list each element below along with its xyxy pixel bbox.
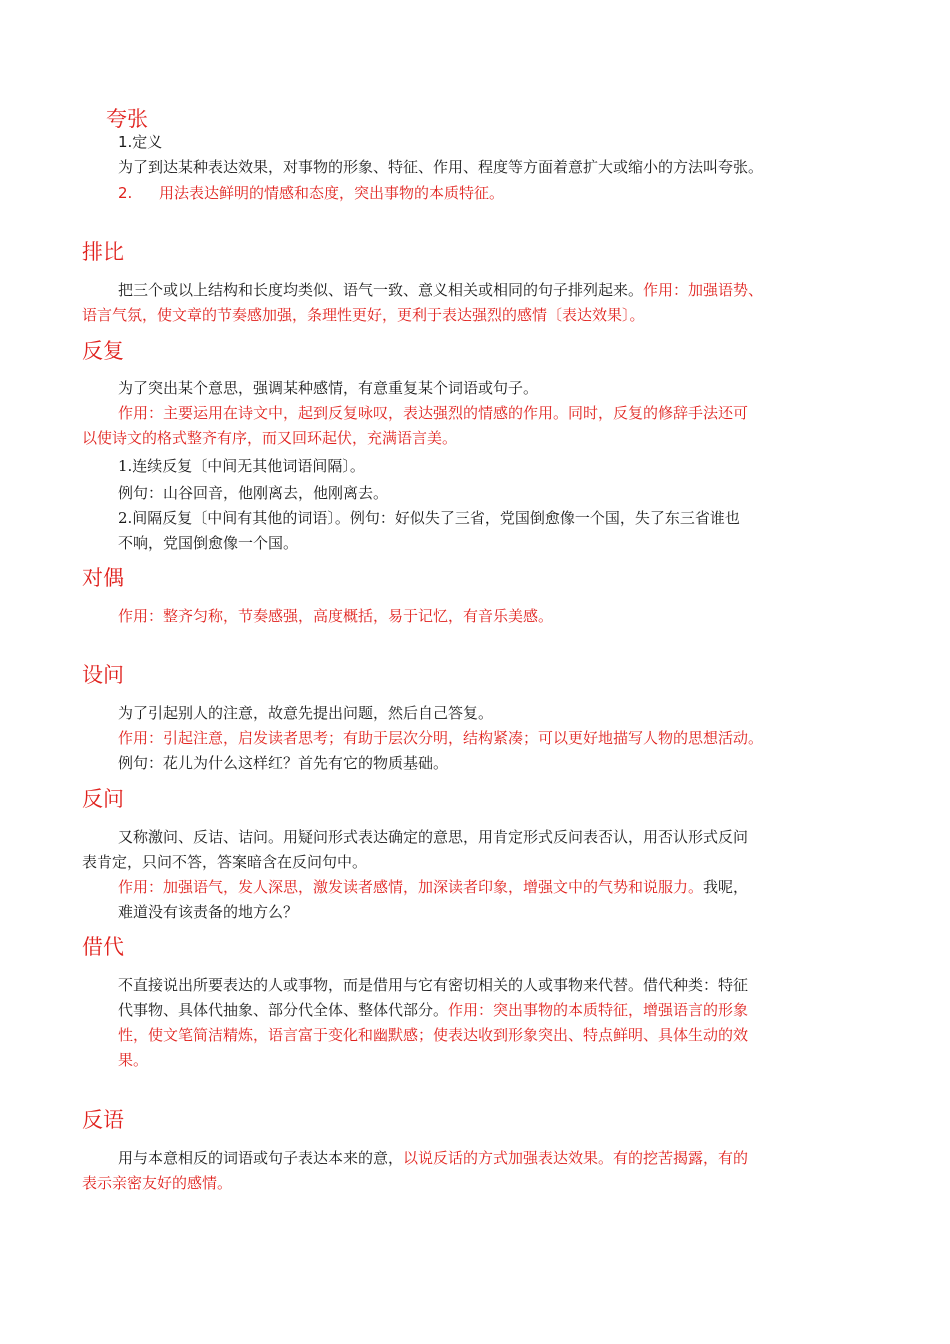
- kuazhang-use-number: 2.: [118, 184, 133, 202]
- jiedai-line-1: 不直接说出所要表达的人或事物，而是借用与它有密切相关的人或事物来代替。借代种类：特征: [118, 976, 749, 994]
- jiedai-use-start: 作用：突出事物的本质特征，增强语言的形象: [448, 1001, 749, 1019]
- fanfu-type-2-line-2: 不响，党国倒愈像一个国。: [118, 534, 299, 552]
- heading-fanfu: 反复: [82, 339, 124, 363]
- heading-fanyu: 反语: [82, 1108, 124, 1132]
- shewen-example: 例句：花儿为什么这样红？首先有它的物质基础。: [118, 754, 449, 772]
- fanfu-definition: 为了突出某个意思，强调某种感情，有意重复某个词语或句子。: [118, 379, 539, 397]
- fanfu-use-line-1: 作用：主要运用在诗文中，起到反复咏叹，表达强烈的情感的作用。同时，反复的修辞手法还可: [118, 404, 749, 422]
- heading-jiedai: 借代: [82, 935, 124, 959]
- fanfu-type-1: 1.连续反复〔中间无其他词语间隔〕。: [118, 457, 365, 475]
- fanwen-example-start: 我呢，: [703, 878, 749, 896]
- jiedai-line-2: [118, 998, 748, 1023]
- kuazhang-def-text: 为了到达某种表达效果，对事物的形象、特征、作用、程度等方面着意扩大或缩小的方法叫夸张。: [118, 158, 764, 176]
- paibi-line-1: [118, 278, 763, 303]
- fanwen-def-line-2: 表肯定，只问不答，答案暗含在反问句中。: [82, 853, 368, 871]
- heading-paibi: 排比: [82, 240, 124, 264]
- fanyu-definition: 用与本意相反的词语或句子表达本来的意，: [118, 1149, 404, 1167]
- paibi-line-2: 语言气氛，使文章的节奏感加强，条理性更好，更利于表达强烈的感情〔表达效果〕。: [82, 306, 645, 324]
- heading-shewen: 设问: [82, 663, 124, 687]
- jiedai-line-3: 性，使文笔简洁精炼，语言富于变化和幽默感；使表达收到形象突出、特点鲜明、具体生动的效: [118, 1026, 749, 1044]
- kuazhang-use-text: 用法表达鲜明的情感和态度，突出事物的本质特征。: [159, 184, 505, 202]
- shewen-definition: 为了引起别人的注意，故意先提出问题，然后自己答复。: [118, 704, 494, 722]
- jiedai-line-4: 果。: [118, 1051, 149, 1069]
- fanwen-use-line-1: [118, 875, 748, 900]
- kuazhang-def-label: 1.定义: [118, 133, 163, 151]
- fanfu-use-line-2: 以使诗文的格式整齐有序，而又回环起伏，充满语言美。: [82, 429, 458, 447]
- heading-duiou: 对偶: [82, 566, 124, 590]
- paibi-use-start: 作用：加强语势、: [643, 281, 764, 299]
- fanwen-def-line-1: 又称激问、反诘、诘问。用疑问形式表达确定的意思，用肯定形式反问表否认，用否认形式反问: [118, 828, 749, 846]
- jiedai-types: 代事物、具体代抽象、部分代全体、整体代部分。: [118, 1001, 449, 1019]
- heading-kuazhang: 夸张: [106, 107, 148, 131]
- fanyu-line-1: [118, 1146, 748, 1171]
- paibi-definition: 把三个或以上结构和长度均类似、语气一致、意义相关或相同的句子排列起来。: [118, 281, 644, 299]
- duiou-use: 作用：整齐匀称，节奏感强，高度概括，易于记忆，有音乐美感。: [118, 607, 554, 625]
- fanfu-type-2-line-1: 2.间隔反复〔中间有其他的词语〕。例句：好似失了三省，党国倒愈像一个国，失了东三省谁也: [118, 509, 740, 527]
- fanwen-use: 作用：加强语气，发人深思，激发读者感情，加深读者印象，增强文中的气势和说服力。: [118, 878, 704, 896]
- shewen-use: 作用：引起注意，启发读者思考；有助于层次分明，结构紧凑；可以更好地描写人物的思想活动。: [118, 729, 764, 747]
- fanyu-line-2: 表示亲密友好的感情。: [82, 1174, 233, 1192]
- heading-fanwen: 反问: [82, 787, 124, 811]
- fanyu-use-start: 以说反话的方式加强表达效果。有的挖苦揭露，有的: [403, 1149, 749, 1167]
- fanwen-example-line-2: 难道没有该责备的地方么？: [118, 903, 299, 921]
- fanfu-example-1: 例句：山谷回音，他刚离去，他刚离去。: [118, 484, 389, 502]
